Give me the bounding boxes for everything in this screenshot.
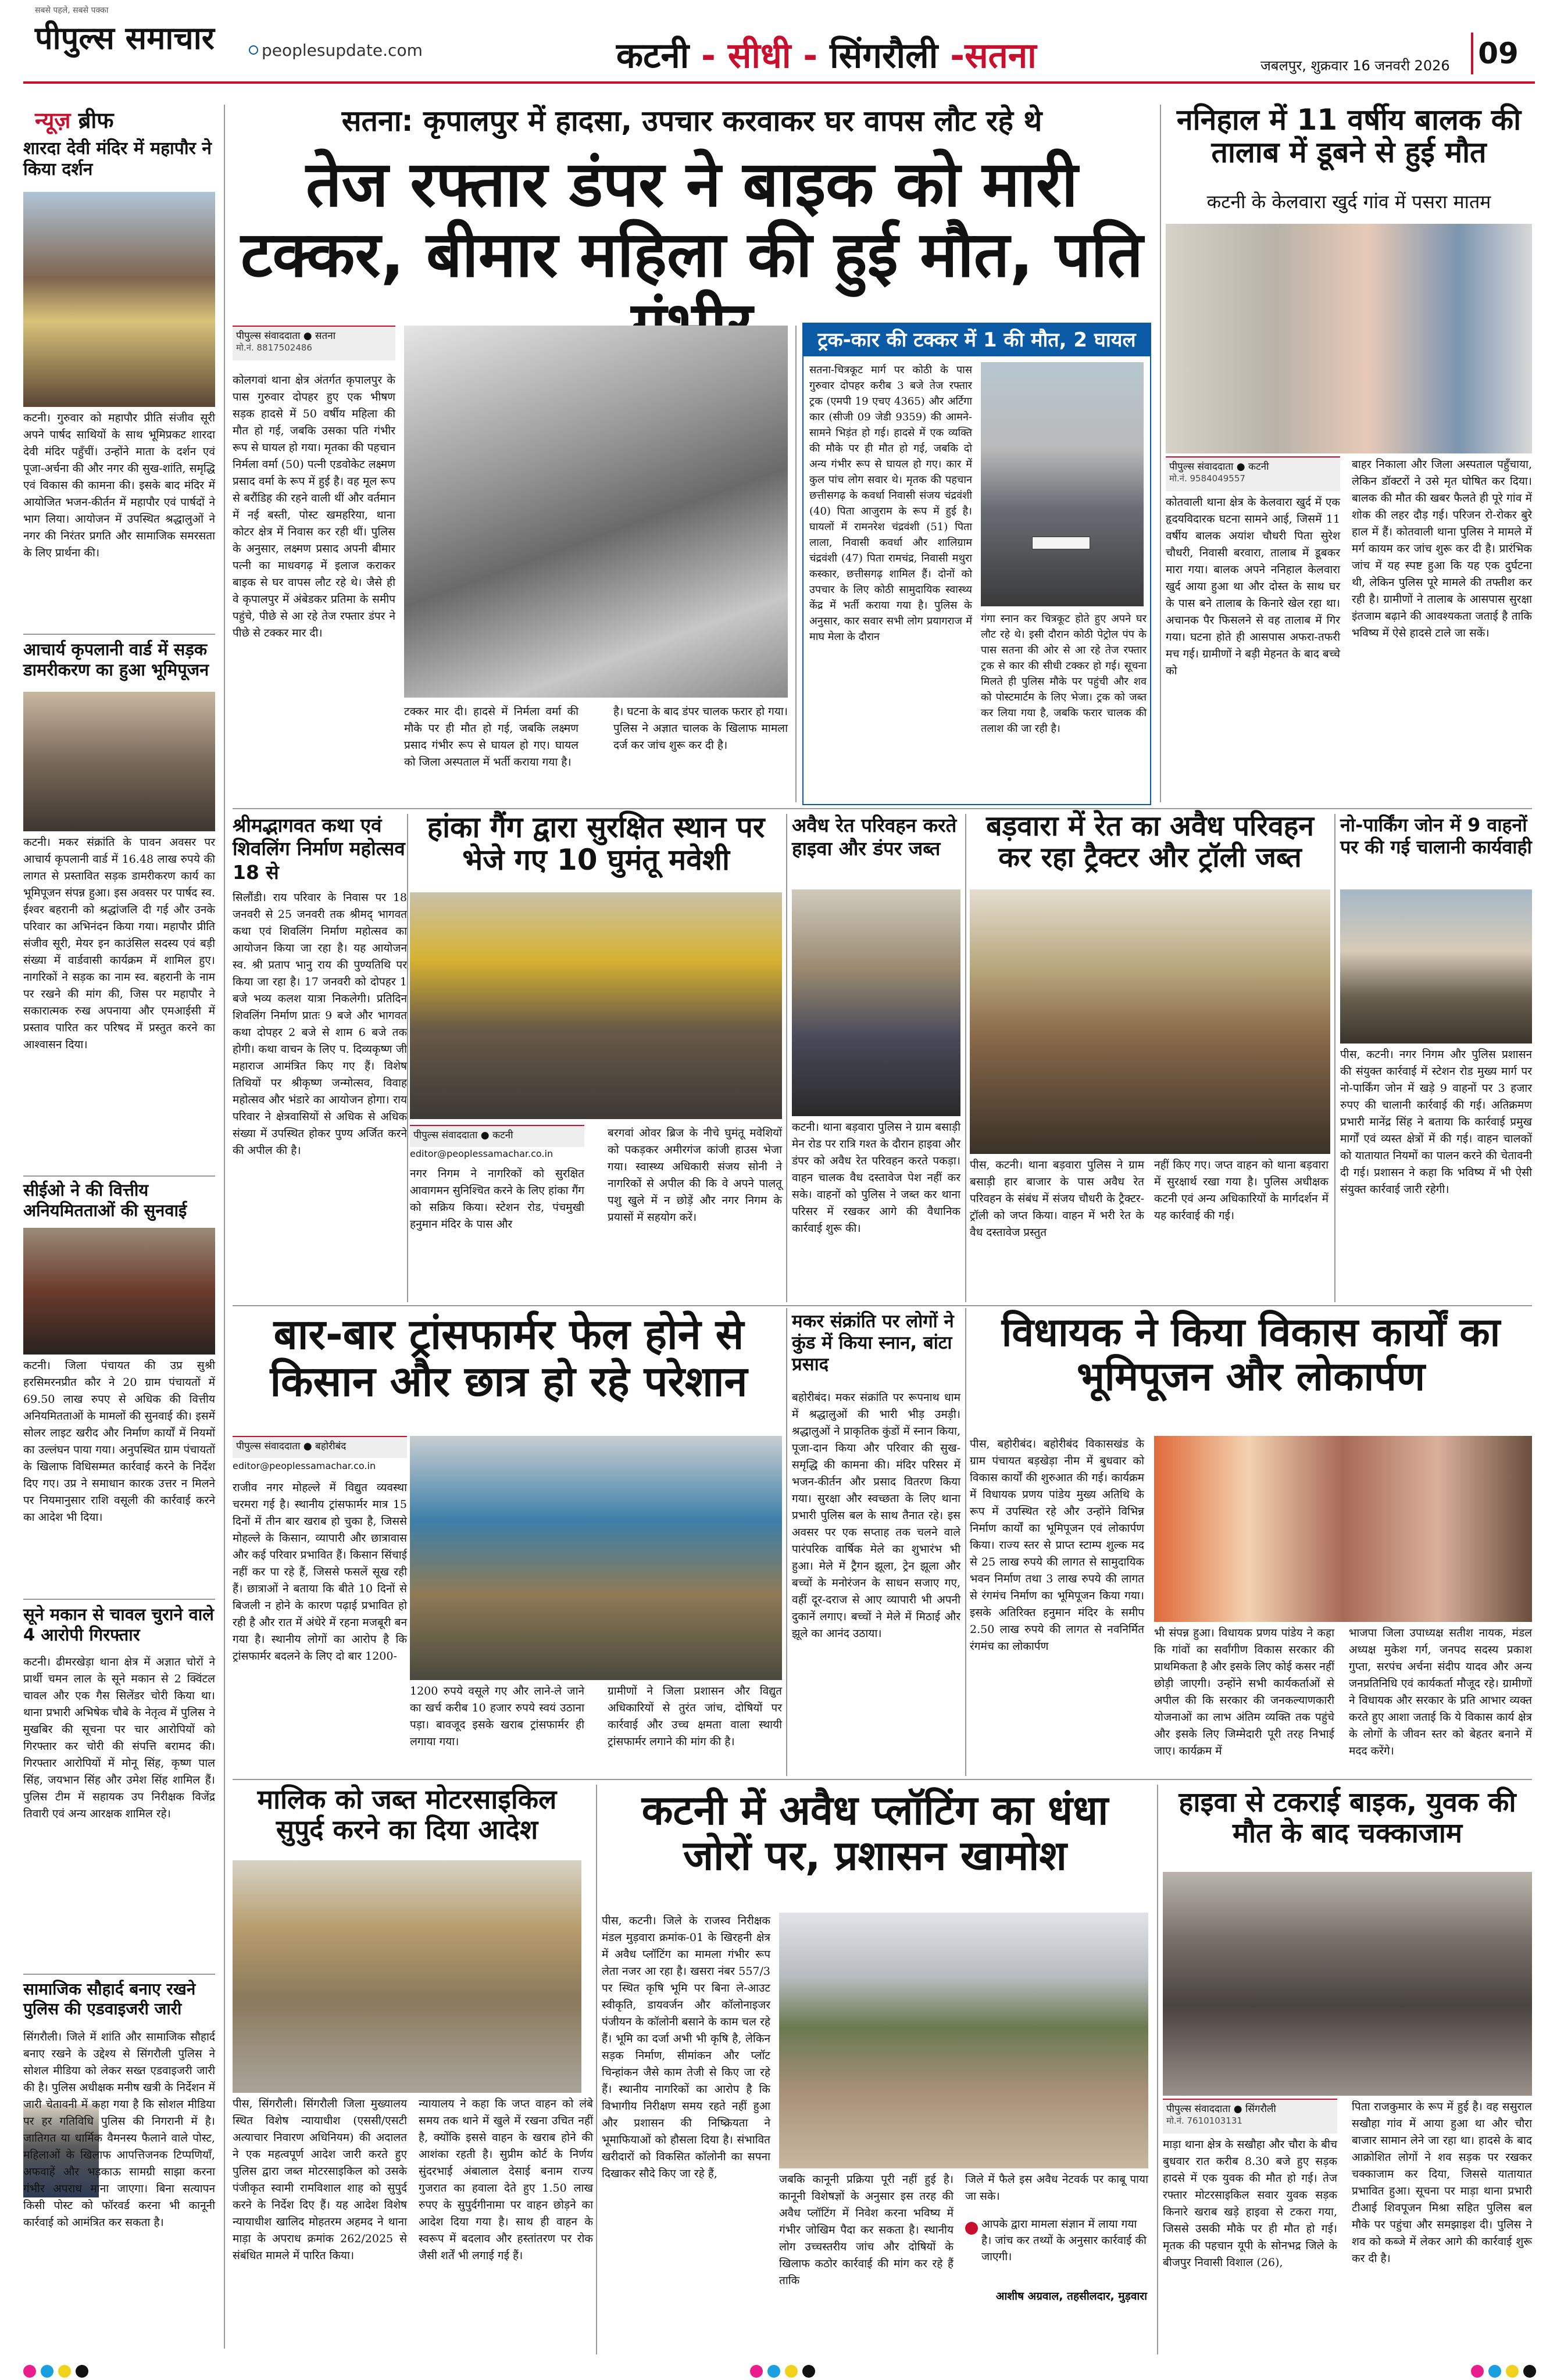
drown-photo bbox=[1166, 224, 1532, 453]
cattle-col-1: नगर निगम ने नागरिकों को सुरक्षित आवागमन सुनिश्चित करने के लिए हांका गैंग को सक्रिय किया। स्टेशन रोड, पंचमुखी हनुमान मंदिर के पास और bbox=[410, 1167, 584, 1231]
print-registration-bar bbox=[0, 2361, 1557, 2380]
brief-title-4: सूने मकान से चावल चुराने वाले 4 आरोपी गिरफ्तार bbox=[23, 1604, 214, 1645]
lead-byline: पीपुल्स संवाददाता ● सतना मो.नं. 8817502486 bbox=[233, 326, 395, 360]
highway-headline: हाइवा से टकराई बाइक, युवक की मौत के बाद चक्काजाम bbox=[1179, 1786, 1516, 1849]
lead-col-3: है। घटना के बाद डंपर चालक फरार हो गया। पुलिस ने अज्ञात चालक के खिलाफ मामला दर्ज कर जांच शुरू कर दी है। bbox=[613, 705, 788, 752]
sankranti-text: बहोरीबंद। मकर संक्रांति पर रूपनाथ धाम में श्रद्धालुओं की भारी भीड़ उमड़ी। श्रद्धालुओं ने प्राकृतिक कुंडों में स्नान किया, पूजा-दान किया और परिवार की सुख-समृद्धि की कामना की। मंदिर परिसर में भजन-कीर्तन और प्रसाद वितरण किया गया। सुरक्षा और स्वच्छता के लिए थाना प्रभारी पुलिस बल के साथ तैनात रहे। इस अवसर पर एक सप्ताह तक चलने वाले पारंपरिक वार्षिक मेले का शुभारंभ भी हुआ। मेले में ट्रैगन झूला, ट्रेन झूला और बच्चों के मनोरंजन के साधन सजाए गए, वहीं दूर-दराज से आए व्यापारी भी अपनी दुकानें लगाए। बच्चों ने मेले में मिठाई और झूले का आनंद उठाया। bbox=[792, 1391, 960, 1640]
crash-banner: ट्रक-कार की टक्कर में 1 की मौत, 2 घायल bbox=[804, 324, 1150, 356]
transformer-photo bbox=[410, 1436, 782, 1680]
sand1-headline: अवैध रेत परिवहन करते हाइवा और डंपर जब्त bbox=[792, 814, 957, 860]
parking-headline: नो-पार्किंग जोन में 9 वाहनों पर की गई चालानी कार्यवाही bbox=[1340, 814, 1532, 859]
mla-text-1: पीस, बहोरीबंद। बहोरीबंद विकासखंड के ग्राम पंचायत बड़खेड़ा नीम में बुधवार को विकास कार्यों की शुरुआत की गई। कार्यक्रम में विधायक प्रणय पांडेय मुख्य अतिथि के रूप में उपस्थित रहे और उन्होंने विभिन्न निर्माण कार्यों का भूमिपूजन एवं लोकार्पण किया। राज्य स्तर से प्राप्त स्टाम्प शुल्क मद से 25 लाख रुपये की लागत से सामुदायिक भवन निर्माण तथा 3 लाख रुपये की लागत से रंगमंच निर्माण का भूमिपूजन किया गया। इसके अतिरिक्त हनुमान मंदिर के समीप 2.50 लाख रुपये की लागत से नवनिर्मित रंगमंच का लोकार्पण bbox=[970, 1438, 1144, 1653]
crash-box bbox=[802, 323, 1151, 805]
bike-text-1: पीस, सिंगरौली। सिंगरौली जिला मुख्यालय स्थित विशेष न्यायाधीश (एससी/एसटी अत्याचार निवारण अधिनियम) की अदालत ने एक महत्वपूर्ण आदेश जारी करते हुए पुलिस द्वारा जब्त मोटरसाइकिल को उसके पंजीकृत स्वामी रामविशाल शाह को सुपुर्द करने के निर्देश दिए हैं। यह आदेश विशेष न्यायाधीश खालिद मोहतरम अहमद ने थाना माड़ा के अपराध क्रमांक 262/2025 से संबंधित मामले में पारित किया। bbox=[233, 2097, 407, 2262]
plotting-quote-box bbox=[965, 2216, 1148, 2350]
brief-text-2: कटनी। मकर संक्रांति के पावन अवसर पर आचार्य कृपलानी वार्ड में 16.48 लाख रुपये की लागत से प्रस्तावित सड़क डामरीकरण कार्य का भूमिपूजन संपन्न हुआ। इस अवसर पर पार्षद स्व. ईश्वर बहरानी को श्रद्धांजलि दी गई और उनके परिवार का अभिनंदन किया गया। महापौर प्रीति संजीव सूरी, मेयर इन काउंसिल सदस्य एवं बड़ी संख्या में वार्डवासी कार्यक्रम में शामिल हुए। नागरिकों ने सड़क का नाम स्व. बहरानी के नाम पर रखने की मांग की, जिस पर महापौर ने सकारात्मक रुख अपनाया और एमआईसी में प्रस्ताव पारित कर परिषद में प्रस्तुत करने का आश्वासन दिया। bbox=[23, 836, 215, 1051]
lead-col-2: टक्कर मार दी। हादसे में निर्मला वर्मा की मौके पर ही मौत हो गई, जबकि लक्ष्मण प्रसाद गंभीर रूप से घायल हो गए। घायल को जिला अस्पताल में भर्ती कराया गया है। bbox=[404, 705, 578, 769]
crash-photo bbox=[981, 362, 1144, 606]
highway-col-2: पिता राजकुमार के रूप में हुई है। वह ससुराल सखौहा गांव में आया हुआ था और चौरा बाजार सामान लेने जा रहा था। हादसे के बाद आक्रोशित लोगों ने शव सड़क पर रखकर चक्काजाम कर दिया, जिससे यातायात प्रभावित हुआ। सूचना पर माड़ा थाना प्रभारी टीआई शिवपूजन मिश्रा सहित पुलिस बल मौके पर पहुंचा और समझाइश दी। पुलिस ने शव को कब्जे में लेकर आगे की कार्रवाई शुरू कर दी है। bbox=[1352, 2100, 1532, 2265]
car-plate bbox=[1032, 537, 1090, 549]
parking-photo bbox=[1340, 889, 1532, 1044]
brief-title-1: शारदा देवी मंदिर में महापौर ने किया दर्शन bbox=[23, 138, 212, 180]
reg-mark-right bbox=[1471, 2365, 1484, 2378]
bhagwat-text: सिलौंडी। राय परिवार के निवास पर 18 जनवरी से 25 जनवरी तक श्रीमद् भागवत कथा एवं शिवलिंग निर्माण महोत्सव का आयोजन किया जा रहा है। यह आयोजन स्व. श्री प्रताप भानु राय की पुण्यतिथि पर किया जा रहा है। 17 जनवरी को दोपहर 1 बजे भव्य कलश यात्रा निकलेगी। प्रतिदिन शिवलिंग निर्माण प्रातः 9 बजे और भागवत कथा दोपहर 2 बजे से शाम 6 बजे तक होगी। कथा वाचन के लिए प. दिव्यकृष्ण जी महाराज आमंत्रित किए गए हैं। विशेष तिथियों पर श्रीकृष्ण जन्मोत्सव, विवाह महोत्सव और भंडारे का आयोजन होगा। राय परिवार ने क्षेत्रवासियों से अधिक से अधिक संख्या में उपस्थित होकर पुण्य अर्जित करने की अपील की है। bbox=[233, 891, 407, 1157]
plotting-headline: कटनी में अवैध प्लॉटिंग का धंधा जोरों पर, प्रशासन खामोश bbox=[641, 1786, 1109, 1880]
cattle-byline: पीपुल्स संवाददाता ● कटनी bbox=[410, 1125, 584, 1147]
brief-photo-2 bbox=[23, 692, 215, 831]
issue-date: जबलपुर, शुक्रवार 16 जनवरी 2026 bbox=[1260, 58, 1450, 74]
plotting-photo bbox=[779, 1913, 1148, 2168]
cattle-email[interactable]: editor@peoplessamachar.co.in bbox=[410, 1148, 553, 1159]
transformer-col-2: 1200 रुपये वसूले गए और लाने-ले जाने का खर्च करीब 10 हजार रुपये स्वयं उठाना पड़ा। बावजूद इसके खराब ट्रांसफार्मर ही लगाया गया। bbox=[410, 1685, 584, 1748]
cattle-headline: हांका गैंग द्वारा सुरक्षित स्थान पर भेजे गए 10 घुमंतू मवेशी bbox=[427, 810, 765, 877]
crash-text-1: सतना-चित्रकूट मार्ग पर कोठी के पास गुरुवार दोपहर करीब 3 बजे तेज रफ्तार ट्रक (एमपी 19 एचए 4365) और अर्टिगा कार (सीजी 09 जेडी 9359) की आमने-सामने भिड़ंत हो गई। हादसे में एक व्यक्ति की मौके पर ही मौत हो गई, जबकि दो अन्य गंभीर रूप से घायल हो गए। कार में कुल पांच लोग सवार थे। मृतक की पहचान छत्तीसगढ़ के कवर्धा निवासी संजय चंद्रवंशी (40) पिता आजुराम के रूप में हुई है। घायलों में रामनरेश चंद्रवंशी (51) पिता लाला, निवासी कवर्धा और शालिग्राम चंद्रवंशी (47) पिता रामचंद्र, निवासी मथुरा कस्कार, छत्तीसगढ़ शामिल हैं। दोनों को उपचार के लिए कोठी सामुदायिक स्वास्थ्य केंद्र में भर्ती कराया गया है। पुलिस के अनुसार, कार सवार सभी लोग प्रयागराज में माघ मेला के दौरान bbox=[809, 364, 972, 643]
cattle-col-2: बरगवां ओवर ब्रिज के नीचे घुमंतू मवेशियों को पकड़कर अमीरगंज कांजी हाउस भेजा गया। स्वास्थ्य अधिकारी संजय सोनी ने नागरिकों से अपील की कि वे अपने पालतू पशु खुले में न छोड़ें और नगर निगम के प्रयासों में सहयोग करें। bbox=[608, 1127, 782, 1224]
lead-kicker: सतना: कृपालपुर में हादसा, उपचार करवाकर घर वापस लौट रहे थे bbox=[341, 104, 1042, 138]
brand-tag: सबसे पहले, सबसे पक्का bbox=[35, 6, 109, 15]
site-url[interactable]: peoplesupdate.com bbox=[262, 41, 423, 60]
city-sidhi: सीधी bbox=[727, 35, 791, 76]
drown-col-2: बाहर निकाला और जिला अस्पताल पहुँचाया, लेकिन डॉक्टरों ने उसे मृत घोषित कर दिया। बालक की मौत की खबर फैलते ही पूरे गांव में शोक की लहर दौड़ गई। परिजन रो-रोकर बुरे हाल में हैं। कोतवाली थाना पुलिस ने मामले में मर्ग कायम कर जांच शुरू कर दी है। प्रारंभिक जांच में यह स्पष्ट हुआ कि यह एक दुर्घटना थी, लेकिन पुलिस पूरे मामले की तफ्तीश कर रही है। ग्रामीणों ने तालाब के आसपास सुरक्षा इंतजाम बढ़ाने की आवश्यकता जताई है ताकि भविष्य में ऐसे हादसे टाले जा सकें। bbox=[1352, 458, 1532, 639]
header-rule bbox=[23, 81, 1535, 84]
transformer-col-3: ग्रामीणों ने जिला प्रशासन और विद्युत अधिकारियों से तुरंत जांच, दोषियों पर कार्रवाई और उच्च क्षमता वाला स्थायी ट्रांसफार्मर लगाने की मांग की है। bbox=[608, 1685, 782, 1748]
sankranti-headline: मकर संक्रांति पर लोगों ने कुंड में किया स्नान, बांटा प्रसाद bbox=[792, 1311, 954, 1375]
page-number: 09 bbox=[1471, 33, 1523, 74]
sand2-headline: बड़वारा में रेत का अवैध परिवहन कर रहा ट्रैक्टर और ट्रॉली जब्त bbox=[986, 810, 1314, 874]
mla-headline: विधायक ने किया विकास कार्यों का भूमिपूजन और लोकार्पण bbox=[1001, 1310, 1501, 1400]
mla-text-3: भाजपा जिला उपाध्यक्ष सतीश नायक, मंडल अध्यक्ष मुकेश गर्ग, जनपद सदस्य प्रकाश गुप्ता, सरपंच अर्चना संदीप यादव और अन्य जनप्रतिनिधि एवं कार्यकर्ता मौजूद रहे। ग्रामीणों ने विधायक और सरकार के प्रति आभार व्यक्त करते हुए आशा जताई कि ये विकास कार्य क्षेत्र के लोगों के जीवन स्तर को बेहतर बनाने में मदद करेंगे। bbox=[1349, 1627, 1532, 1757]
reg-mark-mid bbox=[750, 2365, 763, 2378]
reg-mark-left bbox=[23, 2365, 36, 2378]
bike-text-2: न्यायालय ने कहा कि जप्त वाहन को लंबे समय तक थाने में खुले में रखना उचित नहीं है, क्योंकि इससे वाहन के खराब होने की आशंका रहती है। सुप्रीम कोर्ट के निर्णय सुंदरभाई अंबालाल देसाई बनाम राज्य गुजरात का हवाला देते हुए 1.50 लाख रुपए के सुपुर्दगीनामा पर वाहन छोड़ने का आदेश दिया गया है। साथ ही वाहन के स्वरूप में बदलाव और हस्तांतरण पर रोक जैसी शर्तें भी लगाई गई हैं। bbox=[419, 2097, 593, 2262]
brief-text-5: सिंगरौली। जिले में शांति और सामाजिक सौहार्द बनाए रखने के उद्देश्य से सिंगरौली पुलिस ने सोशल मीडिया को लेकर सख्त एडवाइजरी जारी की है। पुलिस अधीक्षक मनीष खत्री के निर्देशन में जारी चेतावनी में कहा गया है कि सोशल मीडिया पर हर गतिविधि पुलिस की निगरानी में है। जातिगत या धार्मिक वैमनस्य फैलाने वाले पोस्ट, महिलाओं के खिलाफ आपत्तिजनक टिप्पणियाँ, अफवाहें और भड़काऊ सामग्री साझा करना गंभीर अपराध माना जाएगा। बिना सत्यापन किसी पोस्ट को फॉरवर्ड करना भी कानूनी कार्रवाई को आमंत्रित कर सकता है। bbox=[23, 2031, 215, 2229]
plotting-text-1: पीस, कटनी। जिले के राजस्व निरीक्षक मंडल मुड़वारा क्रमांक-01 के खिरहनी क्षेत्र में अवैध प्लॉटिंग का मामला गंभीर रूप लेता नजर आ रहा है। खसरा नंबर 557/3 पर स्थित कृषि भूमि पर बिना ले-आउट स्वीकृति, डायवर्जन और कॉलोनाइजर पंजीयन के कॉलोनी बसाने के काम चल रहे हैं। भूमि का दर्जा अभी भी कृषि है, लेकिन सड़क निर्माण, सीमांकन और प्लॉट चिन्हांकन जैसे काम तेजी से किए जा रहे हैं। स्थानीय नागरिकों का आरोप है कि विभागीय निरीक्षण समय रहते नहीं हुआ और प्रशासन की निष्क्रियता ने भूमाफियाओं को हौसला दिया है। संभावित खरीदारों को विकसित कॉलोनी का सपना दिखाकर सौदे किए जा रहे हैं, bbox=[602, 1914, 770, 2180]
mla-photo bbox=[1154, 1436, 1532, 1622]
drown-col-1: कोतवाली थाना क्षेत्र के केलवारा खुर्द में एक हृदयविदारक घटना सामने आई, जिसमें 11 वर्षीय बालक अयांश चौधरी पिता सुरेश चौधरी, निवासी बरवारा, तालाब में डूबकर मारा गया। बालक अपने ननिहाल केलवारा खुर्द आया हुआ था और दोस्त के साथ घर के पास बने तालाब के किनारे खेल रहा था। अचानक पैर फिसलने से वह तालाब में गिर गया। घटना होते ही आसपास अफरा-तफरी मच गई। ग्रामीणों ने बड़ी मेहनत के बाद बच्चे को bbox=[1166, 496, 1340, 677]
drown-subhead: कटनी के केलवारा खुर्द गांव में पसरा मातम bbox=[1206, 191, 1491, 213]
lead-photo bbox=[404, 326, 788, 698]
highway-byline: पीपुल्स संवाददाता ● सिंगरौली मो.नं. 7610103131 bbox=[1163, 2099, 1337, 2134]
plotting-quote: आपके द्वारा मामला संज्ञान में लाया गया है। जांच कर तथ्यों के अनुसार कार्रवाई की जाएगी। bbox=[981, 2218, 1147, 2263]
quote-icon bbox=[965, 2222, 978, 2235]
sand2-text-1: पीस, कटनी। थाना बड़वारा पुलिस ने ग्राम बसाड़ी हार बाजार के पास अवैध रेत परिवहन के संबंध में संजय चौधरी के ट्रैक्टर-ट्रॉली को जप्त किया। वाहन में भरी रेत के वैध दस्तावेज प्रस्तुत bbox=[970, 1159, 1144, 1239]
plotting-quote-name: आशीष अग्रवाल, तहसीलदार, मुड़वारा bbox=[995, 2290, 1147, 2303]
globe-icon bbox=[249, 45, 258, 55]
transformer-byline: पीपुल्स संवाददाता ● बहोरीबंद bbox=[233, 1436, 407, 1458]
cattle-photo bbox=[410, 892, 782, 1119]
mla-text-2: भी संपन्न हुआ। विधायक प्रणय पांडेय ने कहा कि गांवों का सर्वांगीण विकास सरकार की प्राथमिकता है और इसके लिए कोई कसर नहीं छोड़ी जाएगी। उन्होंने सभी कार्यकर्ताओं से अपील की कि सरकार की जनकल्याणकारी योजनाओं का लाभ अंतिम व्यक्ति तक पहुंचे और इसके लिए जिम्मेदारी पूरी तरह निभाई जाए। कार्यक्रम में bbox=[1154, 1627, 1334, 1757]
bike-headline: मालिक को जब्त मोटरसाइकिल सुपुर्द करने का दिया आदेश bbox=[257, 1784, 557, 1845]
plotting-text-2: जबकि कानूनी प्रक्रिया पूरी नहीं हुई है। कानूनी विशेषज्ञों के अनुसार इस तरह की अवैध प्लॉटिंग में निवेश करना भविष्य में गंभीर जोखिम पैदा कर सकता है। स्थानीय लोग उच्चस्तरीय जांच और दोषियों के खिलाफ कठोर कार्रवाई की मांग कर रहे हैं ताकि bbox=[779, 2173, 954, 2287]
city-singrauli: सिंगरौली bbox=[830, 35, 938, 76]
parking-text: पीस, कटनी। नगर निगम और पुलिस प्रशासन की संयुक्त कार्रवाई में स्टेशन रोड मुख्य मार्ग पर नो-पार्किंग जोन में खड़े 9 वाहनों पर 3 हजार रुपए की चालानी कार्रवाई की गई। अतिक्रमण प्रभारी मानेंद्र सिंह ने बताया कि कार्रवाई प्रमुख मार्गों एवं व्यस्त क्षेत्रों में की गई। वाहन चालकों को यातायात नियमों का पालन करने की चेतावनी दी गई। प्रशासन ने कहा कि भविष्य में भी ऐसी संयुक्त कार्रवाई जारी रहेगी। bbox=[1340, 1048, 1532, 1196]
crash-text-2: गंगा स्नान कर चित्रकूट होते हुए अपने घर लौट रहे थे। इसी दौरान कोठी पेट्रोल पंप के पास सतना की ओर से आ रहे तेज रफ्तार ट्रक से कार की सीधी टक्कर हो गई। सूचना मिलते ही पुलिस मौके पर पहुंची और शव को पोस्टमार्टम के लिए भेजा। ट्रक को जब्त कर लिया गया है, जबकि फरार चालक की तलाश की जा रही है। bbox=[981, 613, 1147, 735]
highway-photo bbox=[1163, 1872, 1532, 2096]
transformer-headline: बार-बार ट्रांसफार्मर फेल होने से किसान और छात्र हो रहे परेशान bbox=[270, 1310, 748, 1406]
sand1-photo bbox=[792, 889, 960, 1116]
brief-text-3: कटनी। जिला पंचायत की उप्र सुश्री हरसिमरनप्रीत कौर ने 20 ग्राम पंचायतों में 69.50 लाख रुपए से अधिक की वित्तीय अनियमितताओं के मामलों की सुनवाई की। इसमें सोलर लाइट खरीद और निर्माण कार्यों में नियमों का उल्लंघन पाया गया। अनुपस्थित ग्राम पंचायतों के खिलाफ विधिसम्मत कार्रवाई करने के निर्देश दिए गए। उप्र ने समाधान कारक उत्तर न मिलने पर नियमानुसार राशि वसूली की कार्रवाई करने का आदेश भी दिया। bbox=[23, 1359, 215, 1524]
sand1-text: कटनी। थाना बड़वारा पुलिस ने ग्राम बसाड़ी मेन रोड पर रात्रि गश्त के दौरान हाइवा और डंपर को अवैध रेत परिवहन करते पकड़ा। वाहन चालक वैध दस्तावेज पेश नहीं कर सके। वाहनों को पुलिस ने जब्त कर थाना परिसर में रखकर आगे की वैधानिक कार्रवाई शुरू की। bbox=[792, 1121, 960, 1235]
lead-col-1: कोलगवां थाना क्षेत्र अंतर्गत कृपालपुर के पास गुरुवार दोपहर हुए एक भीषण सड़क हादसे में 50 वर्षीय महिला की मौत हो गई, जबकि उसका पति गंभीर रूप से घायल हो गया। मृतका की पहचान निर्मला वर्मा (50) पत्नी एडवोकेट लक्ष्मण प्रसाद वर्मा के रूप में हुई है। वह मूल रूप से बरौंडिह की रहने वाली थीं और वर्तमान में नई बस्ती, पोस्ट खमहरिया, थाना कोटर क्षेत्र में निवास कर रही थीं। पुलिस के अनुसार, लक्ष्मण प्रसाद अपनी बीमार पत्नी का माधवगढ़ में इलाज कराकर बाइक से घर वापस लौट रहे थे। जैसे ही वे कृपालपुर में अंबेडकर प्रतिमा के समीप पहुंचे, पीछे से आ रहे तेज रफ्तार डंपर ने पीछे से टक्कर मार दी। bbox=[233, 374, 395, 639]
transformer-col-1: राजीव नगर मोहल्ले में विद्युत व्यवस्था चरमरा गई है। स्थानीय ट्रांसफार्मर मात्र 15 दिनों में तीन बार खराब हो चुका है, जिससे मोहल्ले के किसान, व्यापारी और छात्रावास और कई परिवार प्रभावित हैं। किसान सिंचाई नहीं कर पा रहे हैं, जिससे फसलें सूख रही हैं। छात्राओं ने बताया कि बीते 10 दिनों से बिजली न होने के कारण पढ़ाई प्रभावित हो रही है और रात में अंधेरे में रहना मजबूरी बन गया है। स्थानीय लोगों का आरोप है कि ट्रांसफार्मर बदलने के लिए दो बार 1200- bbox=[233, 1481, 407, 1663]
news-brief-column bbox=[23, 105, 215, 2360]
brief-title-5: सामाजिक सौहार्द बनाए रखने पुलिस की एडवाइजरी जारी bbox=[23, 1979, 196, 2018]
city-katni: कटनी bbox=[616, 35, 690, 76]
brand-logo: पीपुल्स समाचार bbox=[35, 20, 215, 56]
brief-text-1: कटनी। गुरुवार को महापौर प्रीति संजीव सूरी अपने पार्षद साथियों के साथ भूमिप्रकट शारदा देवी मंदिर पहुँचीं। उन्होंने माता के दर्शन एवं पूजा-अर्चना की और नगर की सुख-शांति, समृद्धि एवं विकास की कामना की। इसके बाद मंदिर में आयोजित भजन-कीर्तन में महापौर एवं पार्षदों ने भाग लिया। आयोजन में उपस्थित श्रद्धालुओं ने नगर की निरंतर प्रगति और सामाजिक समरसता के लिए प्रार्थना की। bbox=[23, 412, 215, 559]
masthead bbox=[0, 0, 1557, 76]
bhagwat-headline: श्रीमद्भागवत कथा एवं शिवलिंग निर्माण महोत्सव 18 से bbox=[233, 814, 405, 884]
brief-photo-3 bbox=[23, 1228, 215, 1355]
transformer-email[interactable]: editor@peoplessamachar.co.in bbox=[233, 1460, 376, 1471]
lead-headline: तेज रफ्तार डंपर ने बाइक को मारी टक्कर, बीमार महिला की हुई मौत, पति bbox=[241, 148, 1143, 291]
brief-title-3: सीईओ ने की वित्तीय अनियमितताओं की सुनवाई bbox=[23, 1180, 187, 1220]
news-brief-label: न्यूज़ ब्रीफ bbox=[35, 108, 114, 133]
bike-photo bbox=[233, 1860, 581, 2093]
city-satna: सतना bbox=[965, 35, 1037, 76]
edition-cities: कटनी - सीधी - सिंगरौली -सतना bbox=[616, 35, 1037, 76]
highway-col-1: माड़ा थाना क्षेत्र के सखौहा और चौरा के बीच बुधवार रात करीब 8.30 बजे हुए सड़क हादसे में एक युवक की मौत हो गई। तेज रफ्तार मोटरसाइकिल सवार युवक सड़क किनारे खराब खड़े हाइवा से टकरा गया, जिससे उसकी मौके पर ही मौत हो गई। मृतक की पहचान यूपी के सोनभद्र जिले के बीजपुर निवासी विशाल (26), bbox=[1163, 2138, 1337, 2269]
plotting-text-3: जिले में फैले इस अवैध नेटवर्क पर काबू पाया जा सके। bbox=[965, 2173, 1148, 2203]
brief-text-4: कटनी। ढीमरखेड़ा थाना क्षेत्र में अज्ञात चोरों ने प्रार्थी चमन लाल के सूने मकान से 2 क्विंटल चावल और एक गैस सिलेंडर चोरी किया था। थाना प्रभारी अभिषेक चौबे के नेतृत्व में पुलिस ने मुखबिर की सूचना पर चार आरोपियों को गिरफ्तार कर चोरी की संपत्ति बरामद की। गिरफ्तार आरोपियों में मोनू सिंह, कृष्ण पाल सिंह, जयभान सिंह और उमेश सिंह शामिल हैं। पुलिस टीम में सहायक उप निरीक्षक विजेंद्र तिवारी एवं अन्य आरक्षक शामिल रहे। bbox=[23, 1656, 215, 1820]
sand2-text-2: नहीं किए गए। जप्त वाहन को थाना बड़वारा में सुरक्षार्थ रखा गया है। पुलिस अधीक्षक कटनी एवं अन्य अधिकारियों के मार्गदर्शन में यह कार्रवाई की गई। bbox=[1154, 1159, 1329, 1222]
sand2-photo bbox=[970, 889, 1330, 1154]
brief-title-2: आचार्य कृपलानी वार्ड में सड़क डामरीकरण का हुआ भूमिपूजन bbox=[23, 639, 209, 680]
drown-byline: पीपुल्स संवाददाता ● कटनी मो.नं. 9584049557 bbox=[1166, 456, 1340, 491]
brief-photo-1 bbox=[23, 192, 215, 407]
drown-headline: ननिहाल में 11 वर्षीय बालक की तालाब में डूबने से हुई मौत bbox=[1176, 103, 1522, 169]
